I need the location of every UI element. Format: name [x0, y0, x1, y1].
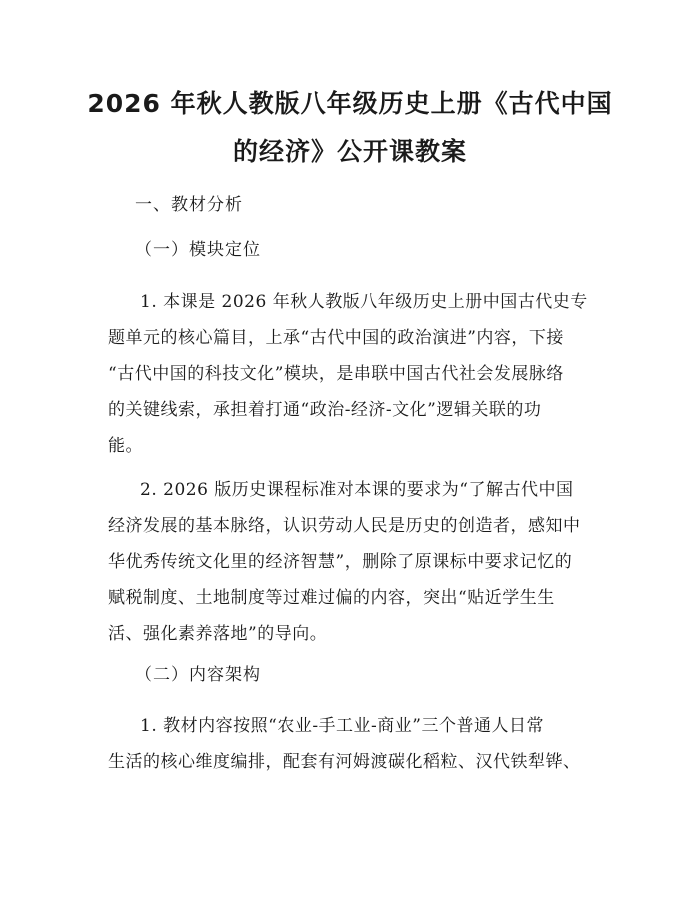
paragraph-1-line: 题单元的核心篇目，上承“古代中国的政治演进”内容，下接 [108, 328, 564, 348]
section-heading-textbook-analysis: 一、教材分析 [135, 195, 243, 215]
document-title-line-2: 的经济》公开课教案 [232, 137, 467, 166]
paragraph-2-line: 2. 2026 版历史课程标准对本课的要求为“了解古代中国 [140, 480, 574, 500]
paragraph-1 [108, 284, 592, 464]
paragraph-2-line: 经济发展的基本脉络，认识劳动人民是历史的创造者，感知中 [108, 516, 581, 536]
paragraph-1-line: “古代中国的科技文化”模块，是串联中国古代社会发展脉络 [108, 364, 564, 384]
paragraph-1-line: 的关键线索，承担着打通“政治-经济-文化”逻辑关联的功 [108, 400, 542, 420]
paragraph-2-line: 活、强化素养落地”的导向。 [108, 624, 328, 644]
subsection-heading-module-positioning: （一）模块定位 [135, 240, 261, 260]
paragraph-2-line: 赋税制度、土地制度等过难过偏的内容，突出“贴近学生生 [108, 588, 555, 608]
paragraph-3-line: 生活的核心维度编排，配套有河姆渡碳化稻粒、汉代铁犁铧、 [108, 752, 581, 772]
paragraph-2-line: 华优秀传统文化里的经济智慧”，删除了原课标中要求记忆的 [108, 552, 573, 572]
paragraph-3 [108, 708, 592, 780]
document-title-line-1: 2026 年秋人教版八年级历史上册《古代中国 [87, 89, 613, 118]
paragraph-2 [108, 472, 592, 652]
paragraph-1-line: 能。 [108, 436, 143, 456]
subsection-heading-content-structure: （二）内容架构 [135, 665, 261, 685]
paragraph-3-line: 1. 教材内容按照“农业-手工业-商业”三个普通人日常 [140, 716, 544, 736]
paragraph-1-line: 1. 本课是 2026 年秋人教版八年级历史上册中国古代史专 [140, 292, 588, 312]
